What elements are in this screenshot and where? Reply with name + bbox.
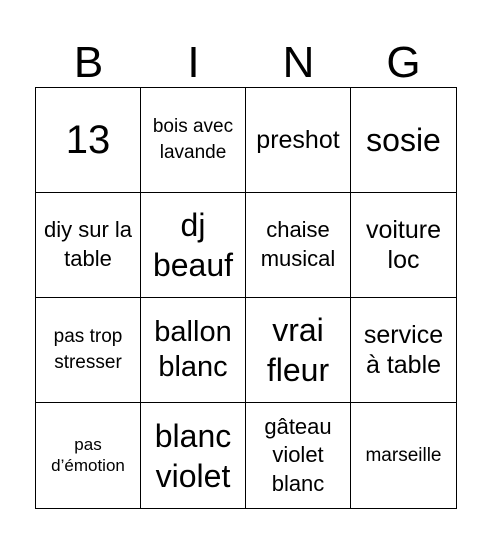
cell-text: dj beauf — [152, 207, 234, 283]
bingo-cell[interactable] — [351, 193, 456, 298]
bingo-cell[interactable] — [351, 88, 456, 193]
bingo-cell[interactable] — [36, 403, 141, 508]
bingo-cell[interactable] — [246, 193, 351, 298]
bingo-cell[interactable] — [141, 403, 246, 508]
bingo-cell[interactable] — [36, 298, 141, 403]
bingo-cell[interactable] — [246, 298, 351, 403]
header-letter-b: B — [73, 38, 104, 87]
cell-text: marseille — [365, 444, 442, 466]
cell-text: ballon blanc — [154, 316, 232, 383]
cell-text: preshot — [256, 126, 340, 154]
cell-text: pas trop stresser — [53, 326, 123, 373]
bingo-board — [35, 87, 457, 509]
header-letter-g: G — [386, 38, 421, 87]
bingo-cell[interactable] — [351, 403, 456, 508]
cell-text: bois avec lavande — [152, 116, 234, 163]
cell-text: chaise musical — [260, 217, 336, 271]
header-letter-n: N — [282, 38, 315, 87]
bingo-cell[interactable] — [351, 298, 456, 403]
bingo-cell[interactable] — [246, 403, 351, 508]
cell-text: gâteau violet blanc — [264, 413, 332, 496]
cell-text: diy sur la table — [43, 217, 133, 271]
cell-text: blanc violet — [154, 417, 232, 494]
bingo-cell[interactable] — [141, 298, 246, 403]
bingo-cell[interactable] — [141, 193, 246, 298]
cell-text: 13 — [65, 118, 111, 162]
bingo-cell[interactable] — [141, 88, 246, 193]
bingo-cell[interactable] — [246, 88, 351, 193]
cell-text: vrai fleur — [266, 312, 330, 388]
bingo-header — [36, 38, 456, 88]
header-letter-i: I — [187, 38, 200, 87]
cell-text: voiture loc — [365, 216, 442, 274]
cell-text: sosie — [366, 122, 441, 158]
cell-text: service à table — [363, 321, 444, 379]
bingo-cell[interactable] — [36, 88, 141, 193]
cell-text: pas d’émotion — [51, 435, 125, 475]
bingo-cell[interactable] — [36, 193, 141, 298]
